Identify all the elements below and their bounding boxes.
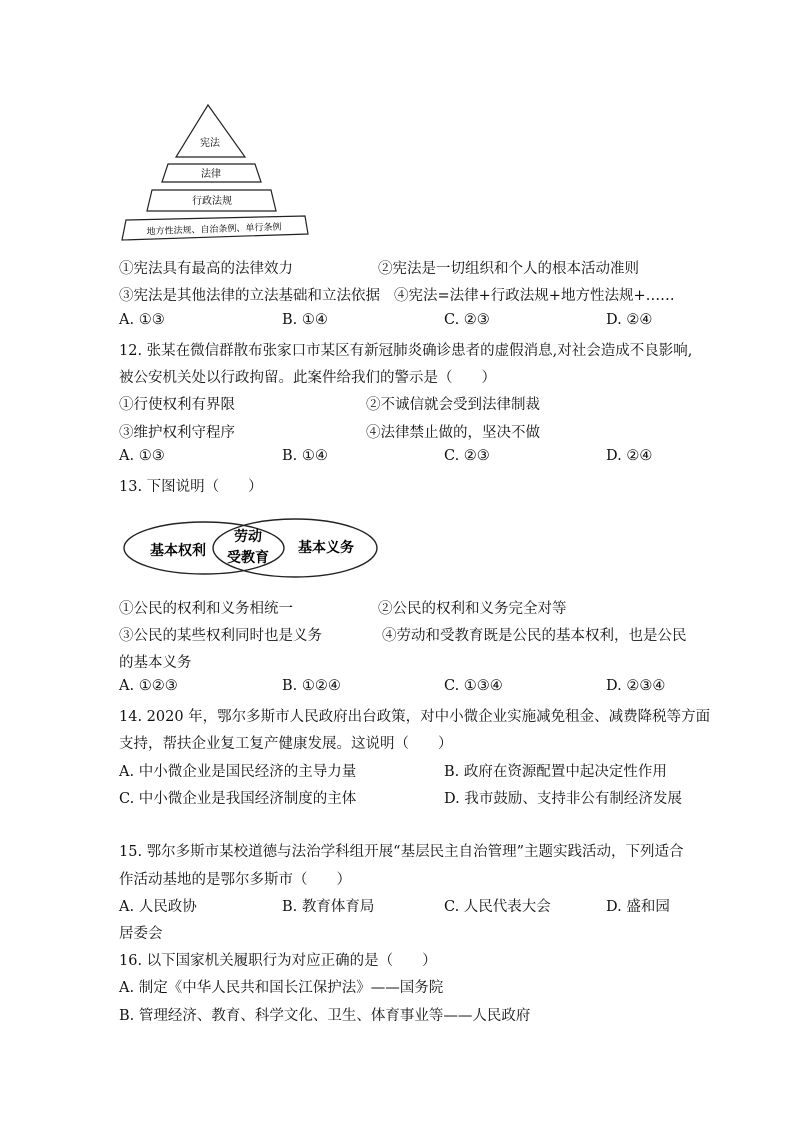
q12-statement-2: ②不诚信就会受到法律制裁 [366,397,540,413]
venn-label-center-top: 劳动 [234,529,262,545]
q12-option-b[interactable]: B. ①④ [282,448,328,464]
q13-statement-4-cont: 的基本义务 [119,655,192,671]
pyramid-level-constitution [176,105,245,157]
q11-statement-1: ①宪法具有最高的法律效力 [119,261,293,277]
pyramid-label-0: 宪法 [200,138,220,149]
pyramid-label-1: 法律 [201,169,221,180]
legal-hierarchy-pyramid [118,100,318,245]
pyramid-label-2: 行政法规 [192,196,232,207]
q12-option-d[interactable]: D. ②④ [606,448,653,464]
q12-option-c[interactable]: C. ②③ [444,448,490,464]
q13-statement-2: ②公民的权利和义务完全对等 [378,601,567,617]
q12-statement-1: ①行使权利有界限 [119,397,235,413]
q16-option-a[interactable]: A. 制定《中华人民共和国长江保护法》——国务院 [119,980,444,996]
q13-option-b[interactable]: B. ①②④ [282,678,341,694]
q12-option-a[interactable]: A. ①③ [119,448,165,464]
q11-option-b[interactable]: B. ①④ [282,312,328,328]
q15-option-b[interactable]: B. 教育体育局 [282,899,375,915]
q12-statement-3: ③维护权利守程序 [119,425,235,441]
q16-stem: 16. 以下国家机关履职行为对应正确的是（ ） [119,953,437,969]
pyramid-label-3: 地方性法规、自治条例、单行条例 [146,222,282,238]
q16-option-b[interactable]: B. 管理经济、教育、科学文化、卫生、体育事业等——人民政府 [119,1008,531,1024]
q11-option-d[interactable]: D. ②④ [606,312,653,328]
q15-option-a[interactable]: A. 人民政协 [119,899,197,915]
q11-option-a[interactable]: A. ①③ [119,312,165,328]
venn-label-duties: 基本义务 [298,540,354,556]
q13-stem: 13. 下图说明（ ） [119,479,263,495]
q15-stem-line-2: 作活动基地的是鄂尔多斯市（ ） [119,872,351,888]
q15-option-c[interactable]: C. 人民代表大会 [444,899,551,915]
q12-stem-line-1: 12. 张某在微信群散布张家口市某区有新冠肺炎确诊患者的虚假消息,对社会造成不良影响, [119,343,693,359]
q13-statement-1: ①公民的权利和义务相统一 [119,601,293,617]
q13-statement-3: ③公民的某些权利同时也是义务 [119,628,322,644]
venn-label-rights: 基本权利 [150,543,206,559]
venn-label-center-bottom: 受教育 [227,550,269,566]
q14-option-d[interactable]: D. 我市鼓励、支持非公有制经济发展 [444,791,682,807]
q12-statement-4: ④法律禁止做的，坚决不做 [366,425,540,441]
q11-option-c[interactable]: C. ②③ [444,312,490,328]
q13-option-a[interactable]: A. ①②③ [119,678,178,694]
q15-option-d-cont: 居委会 [119,926,163,942]
q14-option-b[interactable]: B. 政府在资源配置中起决定性作用 [444,764,667,780]
q11-statement-3: ③宪法是其他法律的立法基础和立法依据 [119,288,380,304]
q13-statement-4: ④劳动和受教育既是公民的基本权利，也是公民 [382,628,687,644]
q11-statement-2: ②宪法是一切组织和个人的根本活动准则 [378,261,639,277]
q14-stem-line-2: 支持，帮扶企业复工复产健康发展。这说明（ ） [119,736,453,752]
q14-option-a[interactable]: A. 中小微企业是国民经济的主导力量 [119,764,357,780]
q13-option-d[interactable]: D. ②③④ [606,678,666,694]
q15-option-d[interactable]: D. 盛和园 [606,899,670,915]
q14-stem-line-1: 14. 2020 年，鄂尔多斯市人民政府出台政策，对中小微企业实施减免租金、减费降税等方面 [119,709,711,725]
q12-stem-line-2: 被公安机关处以行政拘留。此案件给我们的警示是（ ） [119,370,496,386]
q11-statement-4: ④宪法=法律+行政法规+地方性法规+…… [394,288,675,304]
q15-stem-line-1: 15. 鄂尔多斯市某校道德与法治学科组开展“基层民主自治管理”主题实践活动，下列适合 [119,844,684,860]
q14-option-c[interactable]: C. 中小微企业是我国经济制度的主体 [119,791,357,807]
rights-duties-venn-diagram [120,512,390,588]
q13-option-c[interactable]: C. ①③④ [444,678,503,694]
